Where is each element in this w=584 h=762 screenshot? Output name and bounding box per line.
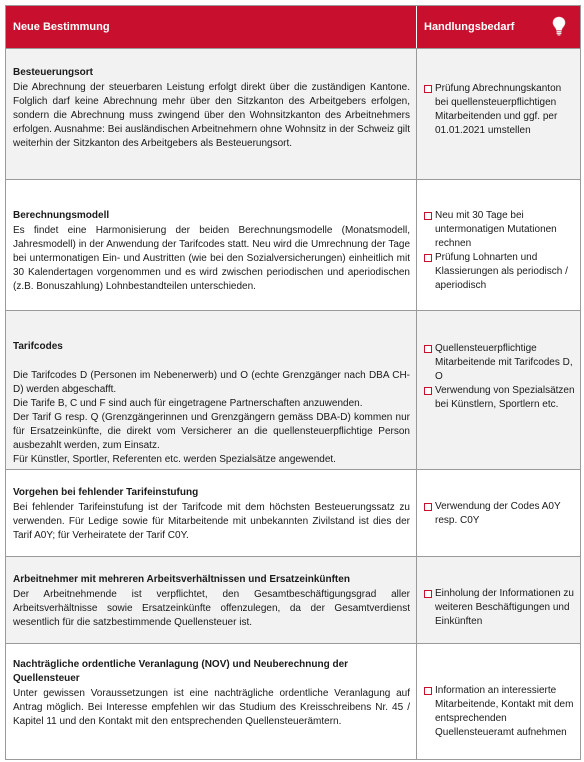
action-item xyxy=(424,251,576,293)
row-title: Arbeitnehmer mit mehreren Arbeitsverhältnissen und Ersatzeinkünften xyxy=(13,574,350,585)
action-item xyxy=(424,384,576,412)
action-text: Neu mit 30 Tage bei untermonatigen Mutationen rechnen xyxy=(435,210,557,249)
row-description: Es findet eine Harmonisierung der beiden Berechnungsmodelle (Monatsmodell, Jahresmodell) in der Anwendung der Tarifcodes statt. Neu wird die Umrechnung der Tage bei untermonatigen Ein- und Austritten (wie bei den Sozialversicherungen) einheitlich mit 30 Kalendertagen vorgenommen und es wird zwischen periodischen und aperiodischen (z.B. Bonuszahlung) Lohnbestandteilen unterschieden. xyxy=(13,225,410,292)
action-item xyxy=(424,209,576,251)
row-description: Die Abrechnung der steuerbaren Leistung erfolgt direkt über die zuständigen Kantone. Folglich darf keine Abrechnung mehr über den Sitzkanton des Arbeitgebers erfolgen, sondern die Abrechnung muss zwingend über den Wohnsitzkanton des Arbeitnehmers erfolgen. Ausnahme: Bei ausländischen Arbeitnehmern ohne Wohnsitz in der Schweiz gilt weiterhin der Sitzkanton des Arbeitgebers als Besteuerungsort. xyxy=(13,82,410,149)
table-row xyxy=(6,311,580,470)
table-row xyxy=(6,49,580,180)
row-description: Der Arbeitnehmende ist verpflichtet, den Gesamtbeschäftigungsgrad aller Arbeitsverhältnisse sowie Ersatzeinkünfte offenzulegen, da der Gesamtverdienst wesentlich für die satzbestimmende Quellensteuer ist. xyxy=(13,589,410,628)
action-text: Prüfung Abrechnungskanton bei quellensteuerpflichtigen Mitarbeitenden und ggf. per 01.01.2021 umstellen xyxy=(435,83,562,136)
table-row xyxy=(6,557,580,644)
checkbox-icon[interactable] xyxy=(424,212,432,220)
action-text: Prüfung Lohnarten und Klassierungen als periodisch / aperiodisch xyxy=(435,252,568,291)
checkbox-icon[interactable] xyxy=(424,387,432,395)
action-text: Information an interessierte Mitarbeitende, Kontakt mit dem entsprechenden Quellensteueramt aufnehmen xyxy=(435,685,574,738)
row-title: Berechnungsmodell xyxy=(13,210,110,221)
action-item xyxy=(424,684,576,740)
action-item xyxy=(424,500,576,528)
checkbox-icon[interactable] xyxy=(424,85,432,93)
table-row xyxy=(6,470,580,557)
action-item xyxy=(424,82,576,138)
row-title: Nachträgliche ordentliche Veranlagung (NOV) und Neuberechnung der Quellensteuer xyxy=(13,659,349,684)
header-action-label: Handlungsbedarf xyxy=(424,21,515,33)
checkbox-icon[interactable] xyxy=(424,254,432,262)
row-title: Tarifcodes xyxy=(13,341,63,352)
action-item xyxy=(424,342,576,384)
row-description: Unter gewissen Voraussetzungen ist eine nachträgliche ordentliche Veranlagung auf Antrag möglich. Bei Interesse empfehlen wir das Studium des Kreisschreibens Nr. 45 / Kapitel 11 und den Kontakt mit den entsprechenden Quellensteuerämtern. xyxy=(13,688,410,727)
action-text: Verwendung von Spezialsätzen bei Künstlern, Sportlern etc. xyxy=(435,385,575,410)
table-row xyxy=(6,644,580,759)
table-header xyxy=(6,6,580,49)
header-action-required xyxy=(417,6,580,48)
table-row xyxy=(6,180,580,311)
row-description: Bei fehlender Tarifeinstufung ist der Tarifcode mit dem höchsten Besteuerungssatz zu verwenden. Für Ledige sowie für Mitarbeitende mit unbekannten Zivilstand ist dies der Tarif A0Y; für Verheiratete der Tarif C0Y. xyxy=(13,502,410,541)
regulations-table xyxy=(5,5,581,760)
row-title: Vorgehen bei fehlender Tarifeinstufung xyxy=(13,487,199,498)
action-text: Verwendung der Codes A0Y resp. C0Y xyxy=(435,501,561,526)
checkbox-icon[interactable] xyxy=(424,687,432,695)
action-item xyxy=(424,587,576,629)
header-new-regulation: Neue Bestimmung xyxy=(6,6,417,48)
row-title: Besteuerungsort xyxy=(13,67,94,78)
action-text: Quellensteuerpflichtige Mitarbeitende mit Tarifcodes D, O xyxy=(435,343,573,382)
lightbulb-icon xyxy=(552,16,566,36)
checkbox-icon[interactable] xyxy=(424,503,432,511)
action-text: Einholung der Informationen zu weiteren Beschäftigungen und Einkünften xyxy=(435,588,574,627)
checkbox-icon[interactable] xyxy=(424,345,432,353)
row-description: Die Tarifcodes D (Personen im Nebenerwerb) und O (echte Grenzgänger nach DBA CH-D) werden abgeschafft. Die Tarife B, C und F sind auch für eingetragene Partnerschaften anzuwenden. Der Tarif G resp. Q (Grenzgängerinnen und Grenzgängern gemäss DBA-D) kommen nur für Ersatzeinkünfte, die direkt vom Versicherer an die quellensteuerpflichtige Person ausbezahlt werden, zum Einsatz. Für Künstler, Sportler, Referenten etc. werden Spezialsätze angewendet. xyxy=(13,370,410,465)
checkbox-icon[interactable] xyxy=(424,590,432,598)
